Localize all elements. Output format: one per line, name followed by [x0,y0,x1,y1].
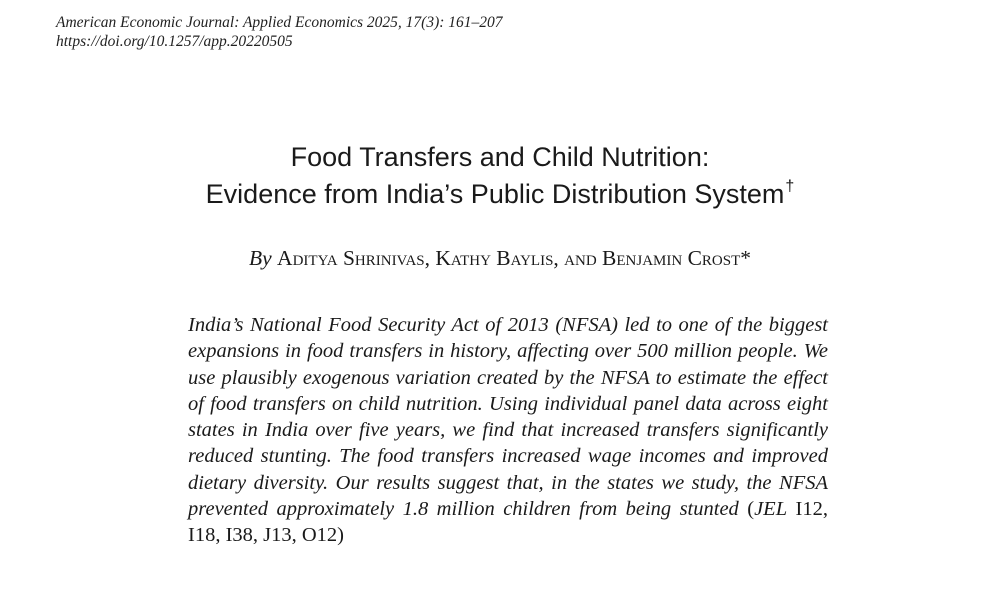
paper-title [0,139,1000,213]
journal-header [56,13,503,51]
jel-label: JEL [754,498,788,521]
author-line [0,244,1000,272]
by-label: By [248,246,272,270]
jel-open-paren: ( [747,498,755,521]
journal-citation: American Economic Journal: Applied Economics 2025, 17(3): 161–207 [56,14,503,31]
abstract-body: India’s National Food Security Act of 2013 (NFSA) led to one of the biggest expansions in food transfers in history, affecting over 500 million people. We use plausibly exogenous variation created by the NFSA to estimate the effect of food transfers on child nutrition. Using individual panel data across eight states in India over five years, we find that increased transfers significantly reduced stunting. The food transfers increased wage incomes and improved dietary diversity. Our results suggest that, in the states we study, the NFSA prevented approximately 1.8 million children from being stunted [188,314,828,521]
title-line-1: Food Transfers and Child Nutrition: [290,142,710,172]
title-line-2-text: Evidence from India’s Public Distribution System [205,179,785,209]
jel-codes: I12, I18, I38, J13, O12) [188,498,829,547]
abstract [188,312,828,549]
doi-link[interactable]: https://doi.org/10.1257/app.20220505 [56,33,293,50]
title-footnote-mark[interactable]: † [785,178,795,195]
author-names: Aditya Shrinivas, Kathy Baylis, and Benjamin Crost* [277,246,752,270]
title-line-2 [0,176,1000,213]
